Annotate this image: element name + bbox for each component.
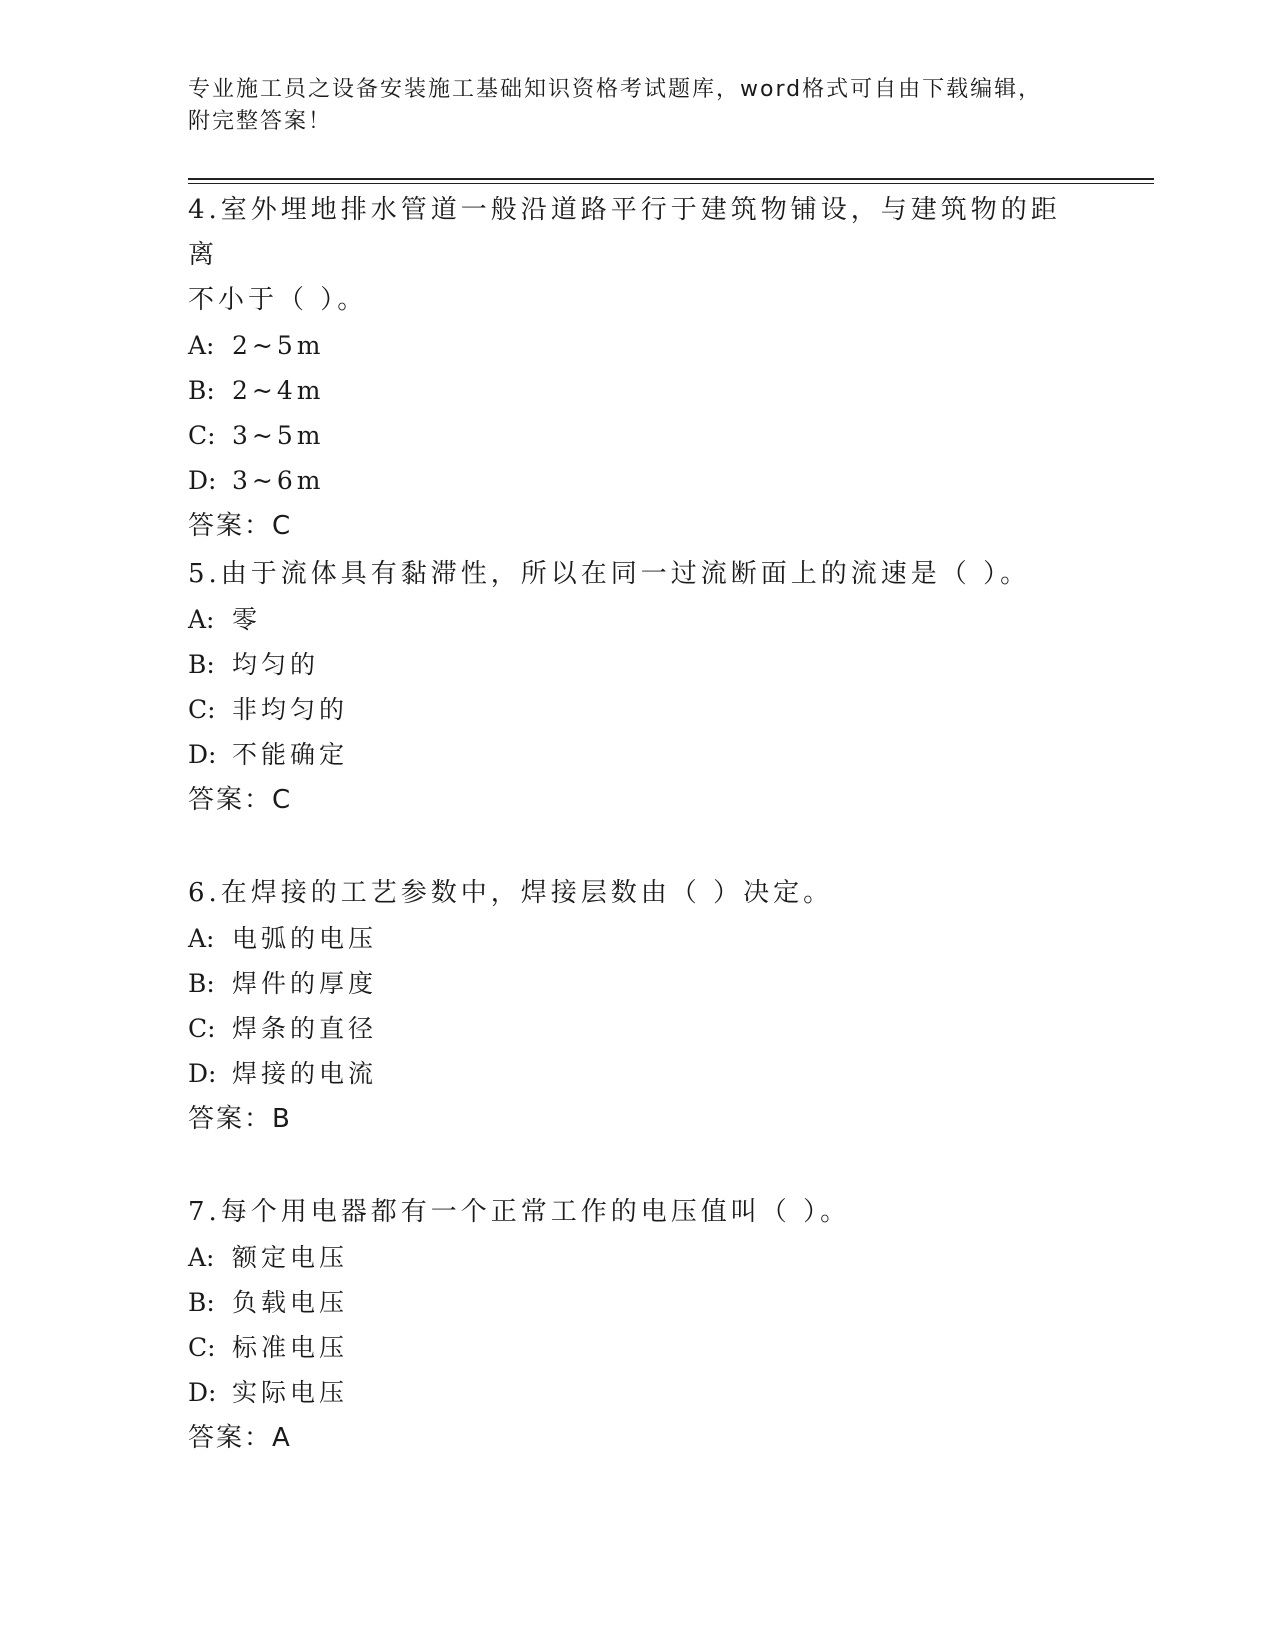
option-a	[188, 1235, 1088, 1280]
question-4	[188, 188, 1088, 549]
answer-line: 答案：B	[188, 1104, 292, 1134]
option-key: B:	[188, 969, 215, 998]
question-7	[188, 1190, 1088, 1461]
option-key: D:	[188, 466, 217, 495]
option-c	[188, 1006, 1088, 1051]
question-stem: 5.由于流体具有黏滞性，所以在同一过流断面上的流速是（ ）。	[188, 559, 1031, 589]
option-text: 实际电压	[232, 1378, 349, 1407]
option-key: C:	[188, 1014, 216, 1043]
option-text: 3~6m	[232, 466, 325, 495]
option-text: 负载电压	[232, 1288, 349, 1317]
question-stem: 6.在焊接的工艺参数中，焊接层数由（ ）决定。	[188, 878, 834, 908]
question-stem: 7.每个用电器都有一个正常工作的电压值叫（ ）。	[188, 1197, 851, 1227]
option-b	[188, 642, 1088, 687]
option-text: 额定电压	[232, 1243, 349, 1272]
header-line-2: 附完整答案！	[188, 109, 333, 134]
option-d	[188, 732, 1088, 777]
option-b	[188, 368, 1088, 413]
question-stem-line-1: 4.室外埋地排水管道一般沿道路平行于建筑物铺设，与建筑物的距离	[188, 195, 1061, 270]
option-c	[188, 1325, 1088, 1370]
option-text: 焊件的厚度	[232, 969, 378, 998]
option-text: 焊条的直径	[232, 1014, 378, 1043]
option-text: 2~4m	[232, 376, 325, 405]
option-b	[188, 1280, 1088, 1325]
option-text: 标准电压	[232, 1333, 349, 1362]
option-key: A:	[188, 605, 215, 634]
answer-line: 答案：A	[188, 1423, 292, 1453]
option-key: B:	[188, 1288, 215, 1317]
option-text: 3~5m	[232, 421, 325, 450]
option-c	[188, 687, 1088, 732]
option-key: C:	[188, 421, 216, 450]
option-text: 电弧的电压	[232, 924, 378, 953]
option-b	[188, 961, 1088, 1006]
option-key: D:	[188, 740, 217, 769]
option-key: C:	[188, 695, 216, 724]
header-line-1: 专业施工员之设备安装施工基础知识资格考试题库，word格式可自由下载编辑，	[188, 77, 1043, 102]
answer-line: 答案：C	[188, 785, 293, 815]
question-stem	[188, 188, 1088, 323]
answer-line: 答案：C	[188, 511, 293, 541]
option-key: A:	[188, 1243, 215, 1272]
option-a	[188, 323, 1088, 368]
option-key: B:	[188, 376, 215, 405]
option-key: A:	[188, 331, 215, 360]
header-divider-thin	[188, 183, 1154, 184]
option-c	[188, 413, 1088, 458]
question-stem-line-2: 不小于（ ）。	[188, 285, 368, 315]
question-6	[188, 871, 1088, 1142]
option-d	[188, 1051, 1088, 1096]
option-key: C:	[188, 1333, 216, 1362]
option-text: 2~5m	[232, 331, 325, 360]
option-key: A:	[188, 924, 215, 953]
document-header	[188, 74, 1068, 138]
option-text: 零	[232, 605, 262, 634]
question-5	[188, 552, 1088, 823]
option-text: 焊接的电流	[232, 1059, 378, 1088]
header-divider-thick	[188, 178, 1154, 180]
option-key: B:	[188, 650, 215, 679]
option-text: 不能确定	[232, 740, 349, 769]
option-key: D:	[188, 1378, 217, 1407]
option-text: 非均匀的	[232, 695, 349, 724]
option-text: 均匀的	[232, 650, 320, 679]
option-d	[188, 458, 1088, 503]
option-key: D:	[188, 1059, 217, 1088]
option-a	[188, 597, 1088, 642]
option-a	[188, 916, 1088, 961]
option-d	[188, 1370, 1088, 1415]
